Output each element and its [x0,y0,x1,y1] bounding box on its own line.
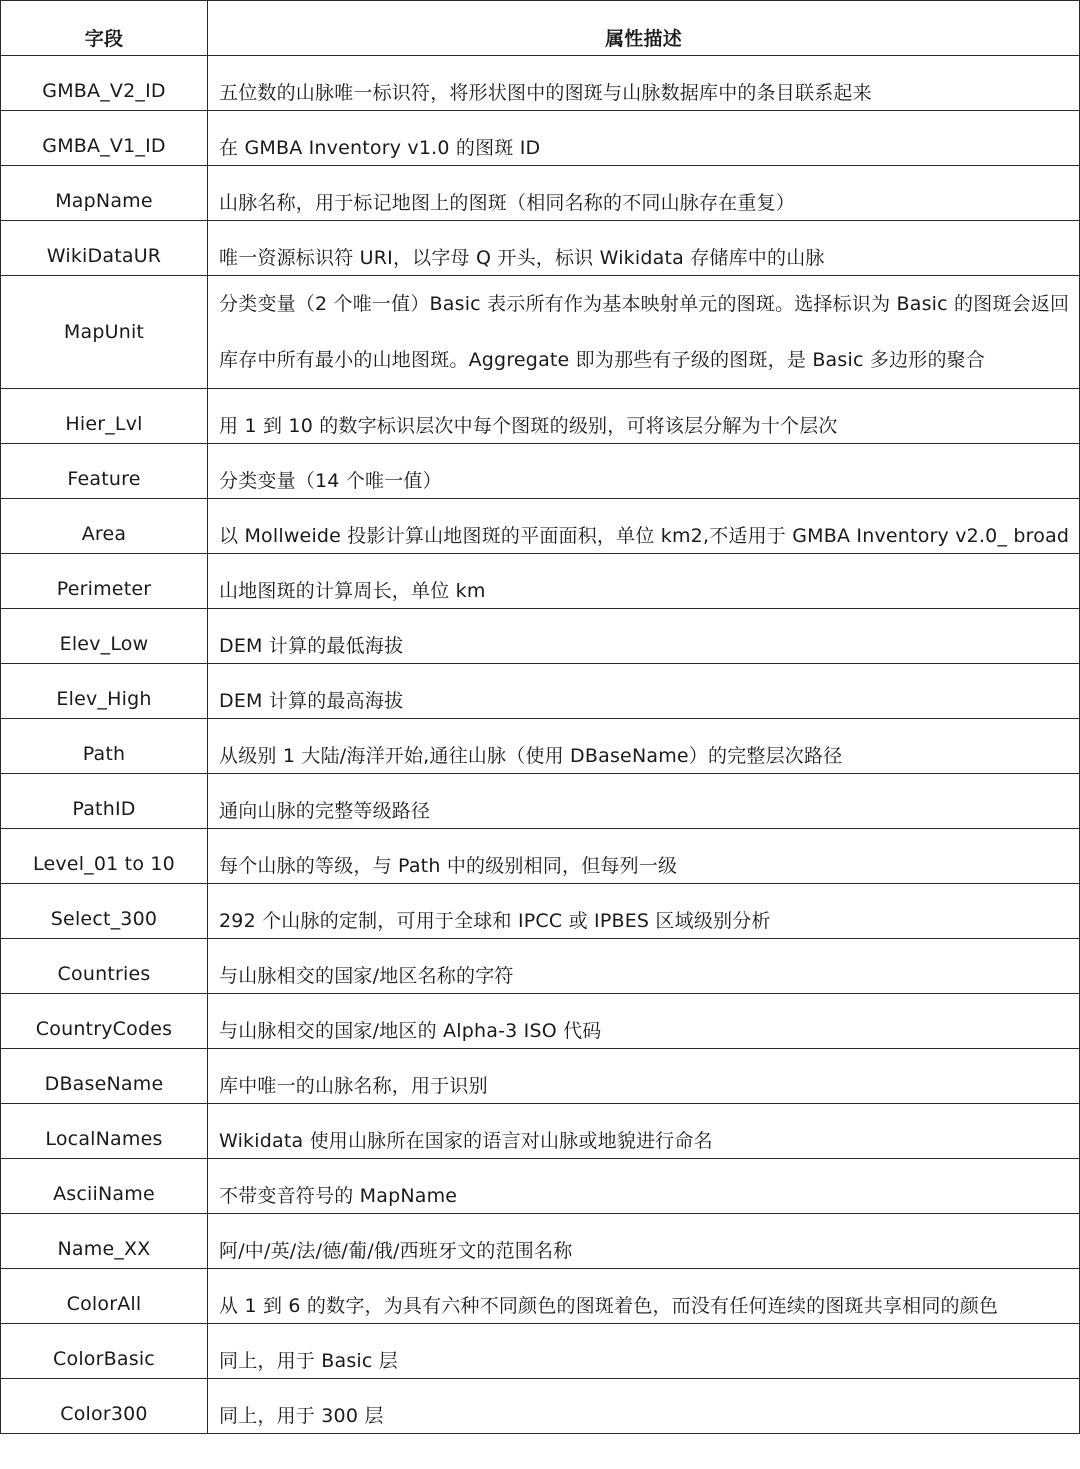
table-row [1,1324,1080,1379]
field-description: 五位数的山脉唯一标识符，将形状图中的图斑与山脉数据库中的条目联系起来 [208,56,1080,111]
field-description: DEM 计算的最高海拔 [208,664,1080,719]
field-description: 与山脉相交的国家/地区的 Alpha-3 ISO 代码 [208,994,1080,1049]
field-name: GMBA_V1_ID [1,111,208,166]
table-header-row [1,1,1080,56]
field-description: 通向山脉的完整等级路径 [208,774,1080,829]
table-row [1,1269,1080,1324]
table-row [1,111,1080,166]
field-name: Elev_Low [1,609,208,664]
field-name: Select_300 [1,884,208,939]
field-description: 用 1 到 10 的数字标识层次中每个图斑的级别，可将该层分解为十个层次 [208,389,1080,444]
table-row [1,939,1080,994]
table-row [1,1214,1080,1269]
field-description: 同上，用于 Basic 层 [208,1324,1080,1379]
field-description: 从级别 1 大陆/海洋开始,通往山脉（使用 DBaseName）的完整层次路径 [208,719,1080,774]
table-row [1,389,1080,444]
table-row [1,166,1080,221]
field-description: 阿/中/英/法/德/葡/俄/西班牙文的范围名称 [208,1214,1080,1269]
field-name: ColorBasic [1,1324,208,1379]
table-row [1,719,1080,774]
field-name: Hier_Lvl [1,389,208,444]
field-name: Countries [1,939,208,994]
table-row [1,829,1080,884]
field-description: 在 GMBA Inventory v1.0 的图斑 ID [208,111,1080,166]
table-row [1,1104,1080,1159]
field-name: Feature [1,444,208,499]
field-name: MapUnit [1,276,208,389]
field-description: 从 1 到 6 的数字，为具有六种不同颜色的图斑着色，而没有任何连续的图斑共享相同的颜色 [208,1269,1080,1324]
field-name: Area [1,499,208,554]
table-row [1,499,1080,554]
field-name: Name_XX [1,1214,208,1269]
field-description: 库中唯一的山脉名称，用于识别 [208,1049,1080,1104]
table-row [1,554,1080,609]
field-description: 分类变量（2 个唯一值）Basic 表示所有作为基本映射单元的图斑。选择标识为 Basic 的图斑会返回库存中所有最小的山地图斑。Aggregate 即为那些有子级的图斑，是 Basic 多边形的聚合 [208,276,1080,389]
table-row [1,56,1080,111]
field-name: AsciiName [1,1159,208,1214]
table-row [1,444,1080,499]
field-name: ColorAll [1,1269,208,1324]
field-description: 与山脉相交的国家/地区名称的字符 [208,939,1080,994]
field-description: 不带变音符号的 MapName [208,1159,1080,1214]
field-name: GMBA_V2_ID [1,56,208,111]
table-row [1,221,1080,276]
table-row [1,1049,1080,1104]
field-name: DBaseName [1,1049,208,1104]
table-row [1,1159,1080,1214]
field-name: Path [1,719,208,774]
field-description: 唯一资源标识符 URI，以字母 Q 开头，标识 Wikidata 存储库中的山脉 [208,221,1080,276]
field-name: MapName [1,166,208,221]
field-description: 分类变量（14 个唯一值） [208,444,1080,499]
field-description: 每个山脉的等级，与 Path 中的级别相同，但每列一级 [208,829,1080,884]
field-description: 同上，用于 300 层 [208,1379,1080,1434]
field-description: Wikidata 使用山脉所在国家的语言对山脉或地貌进行命名 [208,1104,1080,1159]
header-field: 字段 [1,1,208,56]
field-description: 以 Mollweide 投影计算山地图斑的平面面积，单位 km2,不适用于 GMBA Inventory v2.0_ broad [208,499,1080,554]
field-name: Color300 [1,1379,208,1434]
table-row [1,994,1080,1049]
table-row [1,664,1080,719]
field-name: Elev_High [1,664,208,719]
table-row [1,1379,1080,1434]
table-row [1,774,1080,829]
field-name: PathID [1,774,208,829]
table-row [1,609,1080,664]
field-name: Perimeter [1,554,208,609]
header-description: 属性描述 [208,1,1080,56]
field-name: CountryCodes [1,994,208,1049]
field-name: Level_01 to 10 [1,829,208,884]
field-description: 292 个山脉的定制，可用于全球和 IPCC 或 IPBES 区域级别分析 [208,884,1080,939]
field-description: DEM 计算的最低海拔 [208,609,1080,664]
field-name: WikiDataUR [1,221,208,276]
field-name: LocalNames [1,1104,208,1159]
field-description: 山地图斑的计算周长，单位 km [208,554,1080,609]
field-description: 山脉名称，用于标记地图上的图斑（相同名称的不同山脉存在重复） [208,166,1080,221]
table-row [1,884,1080,939]
table-row [1,276,1080,389]
